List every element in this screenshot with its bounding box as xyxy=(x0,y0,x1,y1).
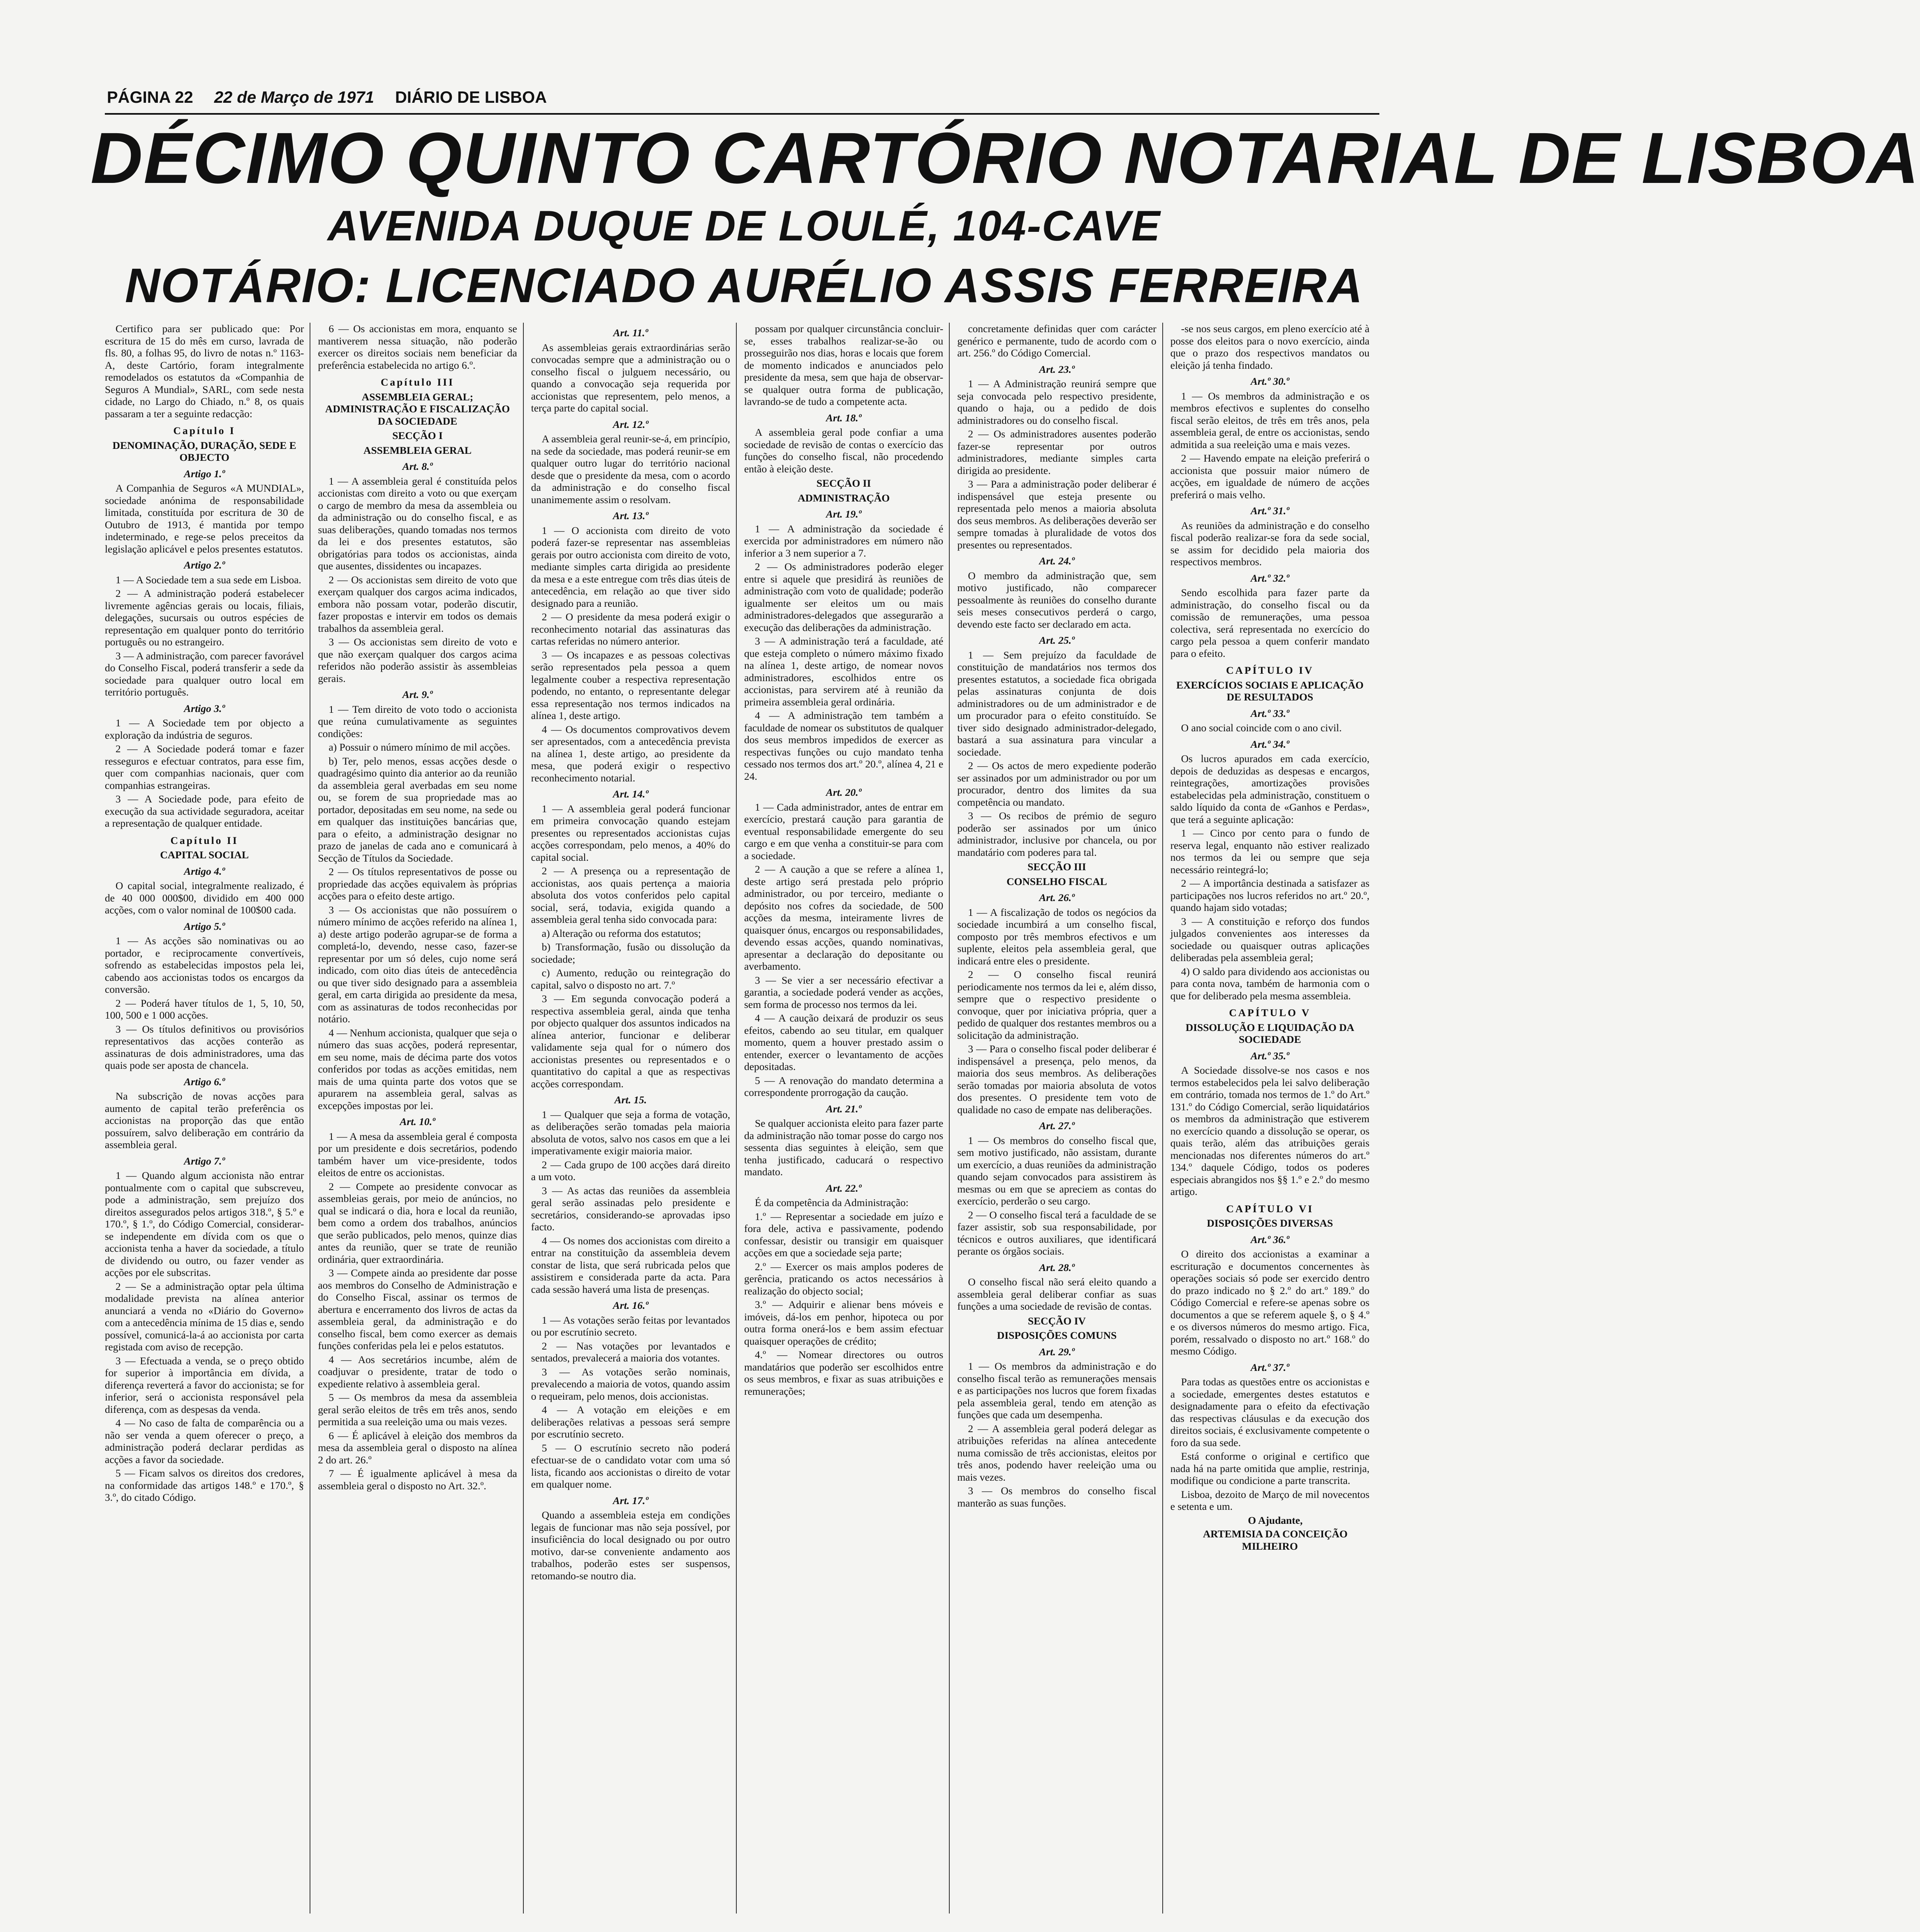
article-heading: Artigo 1.º xyxy=(184,467,225,480)
paragraph: 5 — A renovação do mandato determina a correspondente prorrogação da caução. xyxy=(744,1074,944,1098)
paragraph: 4 — Nenhum accionista, qualquer que seja o número das suas acções, poderá representar, em seu nome, mais de décima parte dos votos conferidos por todas as acções emitidas, nem mais de uma quinta parte dos votos que se apurarem na assembleia geral, salvas as excepções impostas por lei. xyxy=(318,1026,517,1112)
article-heading: Art.º 30.º xyxy=(1250,375,1289,387)
paragraph: O membro da administração que, sem motivo justificado, não comparecer pessoalmente às reuniões do conselho durante seis meses consecutivos perderá o cargo, devendo este facto ser declarado em acta. xyxy=(957,569,1157,630)
section-heading: SECÇÃO II xyxy=(816,477,871,489)
paragraph: O capital social, integralmente realizado, é de 40 000 000$00, dividido em 400 000 acções, com o valor nominal de 100$00 cada. xyxy=(105,880,304,916)
article-heading: Art.º 31.º xyxy=(1250,505,1289,517)
paragraph: 3 — Os accionistas sem direito de voto e que não exerçam qualquer dos cargos acima referidos não poderão assistir às assembleias gerais. xyxy=(318,636,517,684)
headline-notary: NOTÁRIO: LICENCIADO AURÉLIO ASSIS FERREIRA xyxy=(125,259,1364,313)
article-heading: Art. 17.º xyxy=(613,1494,648,1507)
paragraph: b) Ter, pelo menos, essas acções desde o quadragésimo quinto dia anterior ao da reunião da assembleia geral averbadas em seu nome ou, se forem de sua propriedade mas ao portador, depositadas em seu nome, na sede ou em qualquer das instituições bancárias que, para o efeito, a administração designar no prazo de janelas de cada ano e comunicará à Secção de Títulos da Sociedade. xyxy=(318,755,517,864)
paragraph: 3 — Em segunda convocação poderá a respectiva assembleia geral, ainda que tenha por objecto qualquer dos assuntos indicados na alínea anterior, funcionar e deliberar validamente seja qual for o número dos accionistas presentes ou representados e o quantitativo do capital a que as respectivas acções correspondam. xyxy=(531,993,730,1090)
paragraph: 2 — Os actos de mero expediente poderão ser assinados por um administrador ou por um procurador, dentro dos limites da sua competência ou mandato. xyxy=(957,760,1157,808)
section-heading: SECÇÃO IV xyxy=(1027,1315,1086,1327)
paragraph: Certifico para ser publicado que: Por escritura de 15 do mês em curso, lavrada de fls. 80, a folhas 95, do livro de notas n.º 1163-A, deste Cartório, foram integralmente remodelados os estatutos da «Companhia de Seguros A Mundial», SARL, com sede nesta cidade, no Largo do Chiado, n.º 8, os quais passaram a ter a seguinte redacção: xyxy=(105,323,304,420)
paragraph: 5 — Os membros da mesa da assembleia geral serão eleitos de três em três anos, sendo permitida a sua reeleição uma ou mais vezes. xyxy=(318,1391,517,1428)
signature-line: O Ajudante, xyxy=(1248,1514,1303,1526)
paragraph: 1 — Os membros da administração e os membros efectivos e suplentes do conselho fiscal serão eleitos, de três em três anos, pela assembleia geral, de entre os accionistas, sendo admitida a sua reeleição uma e mais vezes. xyxy=(1170,390,1369,451)
paragraph: Está conforme o original e certifico que nada há na parte omitida que amplie, restrinja, modifique ou condicione a parte transcrita. xyxy=(1170,1450,1369,1486)
paragraph: 1 — A Administração reunirá sempre que seja convocada pelo respectivo presidente, quando o haja, ou a pedido de dois administradores ou do conselho fiscal. xyxy=(957,378,1157,426)
paragraph: 2 — O presidente da mesa poderá exigir o reconhecimento notarial das assinaturas das cartas referidas no número anterior. xyxy=(531,611,730,647)
paragraph: As assembleias gerais extraordinárias serão convocadas sempre que a administração ou o conselho fiscal o julguem necessário, ou quando a convocação seja requerida por accionistas que representem, pelo menos, a terça parte do capital social. xyxy=(531,341,730,414)
article-heading: Art.º 36.º xyxy=(1250,1233,1289,1246)
paragraph: concretamente definidas quer com carácter genérico e permanente, tudo de acordo com o art. 256.º do Código Comercial. xyxy=(957,323,1157,359)
paragraph: 1 — Tem direito de voto todo o accionista que reúna cumulativamente as seguintes condições: xyxy=(318,703,517,740)
text-column xyxy=(957,323,1163,1914)
paragraph: É da competência da Administração: xyxy=(754,1197,909,1209)
article-heading: Art. 14.º xyxy=(613,788,648,800)
paragraph: O conselho fiscal não será eleito quando a assembleia geral deliberar confiar as suas funções a uma sociedade de revisão de contas. xyxy=(957,1276,1157,1312)
article-heading: Art. 28.º xyxy=(1039,1261,1075,1273)
paragraph: O ano social coincide com o ano civil. xyxy=(1181,722,1342,734)
article-heading: Art. 27.º xyxy=(1039,1120,1075,1132)
paragraph: 6 — É aplicável à eleição dos membros da mesa da assembleia geral o disposto na alínea 2 do art. 26.º xyxy=(318,1429,517,1466)
paragraph: 2 — O conselho fiscal reunirá periodicamente nos termos da lei e, além disso, sempre que o respectivo presidente o convoque, quer por iniciativa própria, quer a pedido de qualquer dos restantes membros ou a solicitação da administração. xyxy=(957,968,1157,1041)
paragraph: 2 — Se a administração optar pela última modalidade prevista na alínea anterior anunciará a venda no «Diário do Governo» com a antecedência mínima de 15 dias e, sendo possível, comunicá-la-á ao accionista por carta registada com aviso de recepção. xyxy=(105,1280,304,1353)
paragraph: 1 — A mesa da assembleia geral é composta por um presidente e dois secretários, podendo também haver um vice-presidente, todos eleitos de entre os accionistas. xyxy=(318,1130,517,1179)
text-column xyxy=(105,323,310,1914)
article-heading: Art. 19.º xyxy=(826,508,862,520)
article-heading: Art. 13.º xyxy=(613,510,648,522)
article-heading: Art. 21.º xyxy=(826,1102,862,1115)
text-column xyxy=(1171,323,1375,1914)
paragraph: 2 — Compete ao presidente convocar as assembleias gerais, por meio de anúncios, no qual se indicará o dia, hora e local da reunião, bem como a ordem dos trabalhos, anúncios que serão publicados, pelo menos, quinze dias antes da reunião, quer se trate de reunião ordinária, quer extraordinária. xyxy=(318,1180,517,1265)
paragraph: 2 — Os accionistas sem direito de voto que exerçam qualquer dos cargos acima indicados, embora não possam votar, poderão discutir, fazer propostas e intervir em todos os demais trabalhos da assembleia geral. xyxy=(318,573,517,634)
paragraph: Lisboa, dezoito de Março de mil novecentos e setenta e um. xyxy=(1170,1488,1369,1512)
paragraph: 3 — A constituição e reforço dos fundos julgados convenientes aos interesses da sociedade ou quaisquer outras aplicações deliberadas pela assembleia geral; xyxy=(1170,915,1369,964)
signature-line: ARTEMISIA DA CONCEIÇÃO MILHEIRO xyxy=(1203,1528,1348,1552)
paragraph: 1 — O accionista com direito de voto poderá fazer-se representar nas assembleias gerais por outro accionista com direito de voto, mediante simples carta dirigida ao presidente da mesa e a este entregue com três dias úteis de antecedência, em relação ao que tiver sido designado para a reunião. xyxy=(531,524,730,609)
article-heading: Artigo 6.º xyxy=(184,1075,225,1088)
section-heading: CAPITAL SOCIAL xyxy=(160,849,249,861)
paragraph: Na subscrição de novas acções para aumento de capital terão preferência os accionistas na proporção das que então possuírem, salvo deliberação em contrário da assembleia geral. xyxy=(105,1090,304,1151)
paragraph: O direito dos accionistas a examinar a escrituração e documentos concernentes às operações sociais só pode ser exercido dentro do prazo indicado no § 2.º do art.º 189.º do Código Comercial e refere-se apenas sobre os documentos a que se referem aquele §, o § 4.º e os diversos números do mesmo artigo. Fica, porém, ressalvado o disposto no art.º 168.º do mesmo Código. xyxy=(1170,1248,1369,1357)
paragraph: 1 — Qualquer que seja a forma de votação, as deliberações serão tomadas pela maioria absoluta de votos, salvo nos casos em que a lei imperativamente exigir maioria maior. xyxy=(531,1108,730,1157)
article-heading: Art. 25.º xyxy=(1039,634,1075,646)
paragraph: 1 — Cada administrador, antes de entrar em exercício, prestará caução para garantia de eventual responsabilidade emergente do seu cargo e em que venha a constituir-se para com a sociedade. xyxy=(744,801,944,862)
paragraph: 4 — A caução deixará de produzir os seus efeitos, cabendo ao seu titular, em qualquer momento, quem a houver prestado assim o entender, exercer o levantamento de acções depositadas. xyxy=(744,1012,944,1072)
article-heading: Artigo 2.º xyxy=(184,559,225,571)
chapter-heading: Capítulo I xyxy=(173,425,236,437)
article-heading: Artigo 7.º xyxy=(184,1155,225,1167)
article-heading: Art. 9.º xyxy=(402,689,433,700)
paragraph: 1.º — Representar a sociedade em juízo e fora dele, activa e passivamente, podendo confessar, desistir ou transigir em quaisquer acções em que a sociedade seja parte; xyxy=(744,1210,944,1259)
paragraph: Para todas as questões entre os accionistas e a sociedade, emergentes destes estatutos e designadamente para o efeito da efectivação das respectivas cláusulas e da execução dos direitos sociais, é exclusivamente competente o foro da sua sede. xyxy=(1170,1376,1369,1449)
paragraph: 3 — Os títulos definitivos ou provisórios representativos das acções conterão as assinaturas de dois administradores, uma das quais pode ser aposta de chancela. xyxy=(105,1023,304,1071)
article-heading: Art. 20.º xyxy=(826,786,862,798)
paragraph: 1 — A assembleia geral poderá funcionar em primeira convocação quando estejam presentes ou representados accionistas cujas acções correspondam, pelo menos, a 40% do capital social. xyxy=(531,802,730,863)
paragraph: 2 — Nas votações por levantados e sentados, prevalecerá a maioria dos votantes. xyxy=(531,1340,730,1364)
article-heading: Art.º 32.º xyxy=(1250,572,1289,584)
paragraph: 1 — A administração da sociedade é exercida por administradores em número não inferior a 3 nem superior a 7. xyxy=(744,522,944,559)
paragraph: 3 — Para o conselho fiscal poder deliberar é indispensável a presença, pelo menos, da maioria dos seus membros. As deliberações serão tomadas por maioria absoluta de votos dos presentes. O presidente tem voto de qualidade no caso de empate nas deliberações. xyxy=(957,1043,1157,1116)
paragraph: 1 — Os membros da administração e do conselho fiscal terão as remunerações mensais e as participações nos lucros que forem fixadas pela assembleia geral, tendo em atenção as funções que cada um desempenha. xyxy=(957,1360,1157,1421)
paragraph: a) Possuir o número mínimo de mil acções. xyxy=(328,741,511,753)
paragraph: 3 — As votações serão nominais, prevalecendo a maioria de votos, quando assim o requeiram, pelo menos, dois accionistas. xyxy=(531,1366,730,1402)
paragraph: 4 — No caso de falta de comparência ou a não ser venda a quem oferecer o preço, a administração poderá declarar perdidas as acções a favor da sociedade. xyxy=(105,1417,304,1465)
article-heading: Artigo 3.º xyxy=(184,702,225,714)
paragraph: 3 — A administração, com parecer favorável do Conselho Fiscal, poderá transferir a sede da sociedade para qualquer outro local em território português. xyxy=(105,649,304,698)
paragraph: 3 — As actas das reuniões da assembleia geral serão assinadas pelo presidente e secretários, considerando-se aprovadas ipso facto. xyxy=(531,1184,730,1233)
article-heading: Art. 15. xyxy=(614,1094,647,1106)
paragraph: possam por qualquer circunstância concluir-se, esses trabalhos realizar-se-ão ou prosseguirão nos dias, horas e locais que forem de momento indicados e anunciados pelo presidente da mesa, sem que haja de observar-se qualquer outra forma de publicação, lavrando-se de tudo a competente acta. xyxy=(744,323,944,407)
paragraph: 4 — Os documentos comprovativos devem ser apresentados, com a antecedência prevista na alínea 1, deste artigo, ao presidente da mesa, que poderá exigir o respectivo reconhecimento notarial. xyxy=(531,723,730,784)
article-heading: Artigo 5.º xyxy=(184,920,225,932)
paragraph: 3 — A administração terá a faculdade, até que esteja completo o número máximo fixado na alínea 1, deste artigo, de nomear novos administradores, escolhidos entre os accionistas, para servirem até à reunião da primeira assembleia geral ordinária. xyxy=(744,635,944,708)
section-heading: EXERCÍCIOS SOCIAIS E APLICAÇÃO DE RESULTADOS xyxy=(1176,679,1364,703)
paragraph: A Sociedade dissolve-se nos casos e nos termos estabelecidos pela lei salvo deliberação em contrário, tomada nos termos de 1.º do Art.º 131.º do Código Comercial, serão liquidatários os membros da administração que estiverem no exercício quando a dissolução se operar, os quais terão, além das atribuições gerais mencionadas nos diferentes números do art.º 134.º daquele Código, todos os poderes especiais abrangidos nos §§ 1.º e 2.º do mesmo artigo. xyxy=(1170,1064,1369,1197)
paragraph: 4) O saldo para dividendo aos accionistas ou para conta nova, também de harmonia com o que for deliberado pela mesma assembleia. xyxy=(1170,965,1369,1002)
paragraph: 3 — Se vier a ser necessário efectivar a garantia, a sociedade poderá vender as acções, sem forma de processo nos termos da lei. xyxy=(744,974,944,1010)
paragraph: 1 — Os membros do conselho fiscal que, sem motivo justificado, não assistam, durante um exercício, a duas reuniões da administração quando sejam convocados para assistirem às mesmas ou em que se apreciem as contas do exercício, perderão o seu cargo. xyxy=(957,1134,1157,1207)
paragraph: 1 — A fiscalização de todos os negócios da sociedade incumbirá a um conselho fiscal, composto por três membros efectivos e um suplente, eleitos pela assembleia geral, que indicará entre eles o presidente. xyxy=(957,906,1157,967)
section-heading: ASSEMBLEIA GERAL xyxy=(363,444,472,456)
paragraph: 2 — Poderá haver títulos de 1, 5, 10, 50, 100, 500 e 1 000 acções. xyxy=(105,997,304,1021)
section-heading: SECÇÃO III xyxy=(1027,861,1086,873)
paragraph: 1 — A Sociedade tem por objecto a exploração da indústria de seguros. xyxy=(105,717,304,741)
paragraph: 2 — O conselho fiscal terá a faculdade de se fazer assistir, sob sua responsabilidade, por técnicos e outros auxiliares, que identificará perante os órgãos sociais. xyxy=(957,1209,1157,1257)
paragraph: 2 — Os títulos representativos de posse ou propriedade das acções equivalem às próprias acções para o efeito deste artigo. xyxy=(318,866,517,902)
chapter-heading: Capítulo III xyxy=(380,376,455,388)
article-heading: Art. 29.º xyxy=(1039,1345,1075,1358)
article-heading: Artigo 4.º xyxy=(184,865,225,877)
article-heading: Art. 22.º xyxy=(826,1182,862,1194)
paragraph: 4 — A administração tem também a faculdade de nomear os substitutos de qualquer dos seus membros impedidos de exercer as respectivas funções ou cujo mandato tenha cessado nos termos dos art.º 20.º, alínea 4, 21 e 24. xyxy=(744,709,944,782)
paragraph: 1 — As acções são nominativas ou ao portador, e reciprocamente convertíveis, sofrendo as estabelecidas impostos pela lei, cabendo aos accionistas todos os encargos da conversão. xyxy=(105,935,304,995)
paragraph: 1 — Cinco por cento para o fundo de reserva legal, enquanto não estiver realizado nos termos da lei ou sempre que seja necessário reintegrá-lo; xyxy=(1170,827,1369,876)
article-heading: Art. 11.º xyxy=(613,327,648,339)
paragraph: 5 — O escrutínio secreto não poderá efectuar-se de o candidato votar com uma só lista, ficando aos accionistas o direito de votar em qualquer nome. xyxy=(531,1442,730,1490)
paragraph: 1 — A assembleia geral é constituída pelos accionistas com direito a voto ou que exerçam o cargo de membro da mesa da assembleia ou da administração ou do conselho fiscal, e as suas deliberações, quando tomadas nos termos da lei e dos presentes estatutos, são obrigatórias para todos os accionistas, ainda que ausentes, dissidentes ou incapazes. xyxy=(318,475,517,572)
paragraph: 4.º — Nomear directores ou outros mandatários que poderão ser escolhidos entre os seus membros, e fixar as suas atribuições e remunerações; xyxy=(744,1349,944,1397)
page-number: PÁGINA 22 xyxy=(107,88,193,106)
paragraph: 1 — Sem prejuízo da faculdade de constituição de mandatários nos termos dos presentes estatutos, a sociedade fica obrigada pelas assinaturas conjunta de dois administradores ou de um administrador e de um procurador para o efeito constituído. Se tiver sido designado administrador-delegado, bastará a sua assinatura para vincular a sociedade. xyxy=(957,649,1157,758)
article-heading: Art. 23.º xyxy=(1039,363,1075,375)
paragraph: -se nos seus cargos, em pleno exercício até à posse dos eleitos para o novo exercício, ainda que o prazo dos respectivos mandatos ou eleição já tenha findado. xyxy=(1170,323,1369,371)
paragraph: 2 — Havendo empate na eleição preferirá o accionista que possuir maior número de acções, em igualdade de número de acções preferirá o mais velho. xyxy=(1170,452,1369,501)
paragraph: A assembleia geral pode confiar a uma sociedade de revisão de contas o exercício das funções do conselho fiscal, não procedendo então à eleição deste. xyxy=(744,426,944,475)
paragraph: 2 — A assembleia geral poderá delegar as atribuições referidas na alínea antecedente numa comissão de três accionistas, eleitos por três anos, podendo haver reeleição uma ou mais vezes. xyxy=(957,1422,1157,1483)
chapter-heading: CAPÍTULO V xyxy=(1229,1007,1311,1019)
paragraph: Os lucros apurados em cada exercício, depois de deduzidas as despesas e encargos, reintegrações, amortizações provisões estabelecidas pela administração, constituem o saldo líquido da conta de «Ganhos e Perdas», que terá a seguinte aplicação: xyxy=(1170,753,1369,825)
paragraph: 4 — Aos secretários incumbe, além de coadjuvar o presidente, tratar de todo o expediente relativo à assembleia geral. xyxy=(318,1353,517,1390)
paragraph: 3 — Os membros do conselho fiscal manterão as suas funções. xyxy=(957,1485,1157,1509)
chapter-heading: CAPÍTULO VI xyxy=(1226,1202,1314,1215)
paragraph: 2.º — Exercer os mais amplos poderes de gerência, praticando os actos necessários à realização do objecto social; xyxy=(744,1260,944,1297)
section-heading: DISPOSIÇÕES COMUNS xyxy=(997,1329,1117,1341)
paragraph: 3 — Efectuada a venda, se o preço obtido for superior à importância em dívida, a diferença reverterá a favor do accionista; se for inferior, será o accionista responsável pela diferença, com as despesas da venda. xyxy=(105,1354,304,1415)
paragraph: 1 — A Sociedade tem a sua sede em Lisboa. xyxy=(116,573,301,586)
chapter-heading: Capítulo II xyxy=(170,834,238,846)
paragraph: 1 — As votações serão feitas por levantados ou por escrutínio secreto. xyxy=(531,1314,730,1338)
section-heading: SECÇÃO I xyxy=(392,430,443,441)
article-heading: Art. 10.º xyxy=(400,1116,435,1128)
article-heading: Art.º 35.º xyxy=(1250,1049,1289,1062)
chapter-heading: CAPÍTULO IV xyxy=(1226,664,1314,676)
paragraph: 2 — Os administradores ausentes poderão fazer-se representar por outros administradores, mediante simples carta dirigida ao presidente. xyxy=(957,428,1157,476)
paragraph: 2 — Cada grupo de 100 acções dará direito a um voto. xyxy=(531,1158,730,1183)
paragraph: 3 — Compete ainda ao presidente dar posse aos membros do Conselho de Administração e do Conselho Fiscal, assinar os termos de abertura e encerramento dos livros de actas da assembleia geral, da administração e do conselho fiscal, bem como exercer as demais funções conferidas pela lei e pelos estatutos. xyxy=(318,1267,517,1352)
paragraph: 7 — É igualmente aplicável à mesa da assembleia geral o disposto no Art. 32.º. xyxy=(318,1467,517,1492)
running-header xyxy=(107,88,1299,113)
headline-address: AVENIDA DUQUE DE LOULÉ, 104-CAVE xyxy=(327,202,1161,250)
text-column xyxy=(318,323,523,1914)
paragraph: Sendo escolhida para fazer parte da administração, do conselho fiscal ou da comissão de remunerações, uma pessoa colectiva, será representada no exercício do cargo pela pessoa a quem conferir mandato para o efeito. xyxy=(1170,587,1369,659)
section-heading: ADMINISTRAÇÃO xyxy=(798,492,890,504)
section-heading: DISSOLUÇÃO E LIQUIDAÇÃO DA SOCIEDADE xyxy=(1185,1021,1354,1045)
paragraph: 2 — A Sociedade poderá tomar e fazer resseguros e efectuar contratos, para esse fim, quer com companhias nacionais, quer com companhias estrangeiras. xyxy=(105,743,304,791)
paragraph: 3 — A Sociedade pode, para efeito de execução da sua actividade seguradora, aceitar a representação de qualquer entidade. xyxy=(105,793,304,829)
paragraph: 2 — Os administradores poderão eleger entre si aquele que presidirá às reuniões de administração com voto de qualidade; poderão igualmente ser eleitos um ou mais administradores-delegados que assegurarão a execução das deliberações da administração. xyxy=(744,561,944,633)
paragraph: 1 — Quando algum accionista não entrar pontualmente com o capital que subscreveu, pode a administração, sem prejuízo dos direitos assegurados pelos artigos 318.º, § 5.º e 170.º, § 1.º, do Código Comercial, considerar-se independente em dívida com os que o accionista tenha a haver da sociedade, a título de dividendo ou outro, ou fazer vender as acções por ele subscritas. xyxy=(105,1169,304,1278)
article-heading: Art. 24.º xyxy=(1039,555,1075,567)
section-heading: DISPOSIÇÕES DIVERSAS xyxy=(1207,1217,1333,1229)
headline-title: DÉCIMO QUINTO CARTÓRIO NOTARIAL DE LISBOA xyxy=(90,118,1920,199)
paragraph: 2 — A importância destinada a satisfazer as participações nos lucros referidos no art.º 20.º, quando hajam sido votadas; xyxy=(1170,877,1369,913)
paragraph: 3 — Os accionistas que não possuírem o número mínimo de acções referido na alínea 1, a) deste artigo poderão agrupar-se de forma a completá-lo, devendo, nesse caso, fazer-se representar por um só deles, cujo nome será indicado, com oito dias úteis de antecedência ou que tiver sido designado para a assembleia geral, em carta dirigida ao presidente da mesa, com as assinaturas de todos reconhecidas por notário. xyxy=(318,904,517,1025)
newspaper-name: DIÁRIO DE LISBOA xyxy=(395,88,547,106)
article-heading: Art. 26.º xyxy=(1039,892,1075,904)
paragraph: Quando a assembleia esteja em condições legais de funcionar mas não seja possível, por insuficiência do local designado ou por outro motivo, dar-se conveniente andamento aos trabalhos, poderão estes ser suspensos, retomando-se noutro dia. xyxy=(531,1509,730,1582)
paragraph: 2 — A presença ou a representação de accionistas, aos quais pertença a maioria absoluta dos votos conferidos pelo capital social, será, todavia, exigida quando a assembleia geral tenha sido convocada para: xyxy=(531,865,730,925)
paragraph: 3 — Os incapazes e as pessoas colectivas serão representados pela pessoa a quem legalmente couber a respectiva representação podendo, no entanto, o representante delegar essa representação nos termos indicados na alínea 1, deste artigo. xyxy=(531,649,730,721)
paragraph: 3.º — Adquirir e alienar bens móveis e imóveis, dá-los em penhor, hipoteca ou por outra forma onerá-los e bem assim efectuar quaisquer operações de crédito; xyxy=(744,1299,944,1347)
article-heading: Art.º 34.º xyxy=(1250,738,1289,750)
paragraph: 3 — Os recibos de prémio de seguro poderão ser assinados por um único administrador, inclusive por chancela, ou por mandatário com poderes para tal. xyxy=(957,810,1157,858)
header-rule xyxy=(105,113,1379,115)
paragraph: 2 — A administração poderá estabelecer livremente agências gerais ou locais, filiais, delegações, sucursais ou outros espécies de representação em qualquer ponto do território português ou no estrangeiro. xyxy=(105,587,304,648)
paragraph: a) Alteração ou reforma dos estatutos; xyxy=(541,927,701,939)
paragraph: 6 — Os accionistas em mora, enquanto se mantiverem nessa situação, não poderão exercer os direitos sociais nem beneficiar da preferência estabelecida no artigo 6.º. xyxy=(318,323,517,371)
issue-date: 22 de Março de 1971 xyxy=(214,88,374,106)
paragraph: Se qualquer accionista eleito para fazer parte da administração não tomar posse do cargo nos sessenta dias seguintes à eleição, sem que tenha justificado, caducará o respectivo mandato. xyxy=(744,1117,944,1178)
paragraph: A assembleia geral reunir-se-á, em princípio, na sede da sociedade, mas poderá reunir-se em qualquer outro lugar do território nacional desde que o presidente da mesa, com o acordo da administração e do conselho fiscal unanimemente assim o resolvam. xyxy=(531,433,730,506)
paragraph: A Companhia de Seguros «A MUNDIAL», sociedade anónima de responsabilidade limitada, constituída por escritura de 30 de Outubro de 1913, é mantida por tempo indeterminado, e rege-se pelos preceitos da legislação aplicável e pelos presentes estatutos. xyxy=(105,482,304,555)
paragraph: As reuniões da administração e do conselho fiscal poderão realizar-se fora da sede social, se assim for decidido pela maioria dos respectivos membros. xyxy=(1170,519,1369,568)
article-heading: Art.º 33.º xyxy=(1250,707,1289,719)
paragraph: 4 — A votação em eleições e em deliberações relativas a pessoas será sempre por escrutínio secreto. xyxy=(531,1404,730,1440)
text-column xyxy=(744,323,950,1914)
paragraph: b) Transformação, fusão ou dissolução da sociedade; xyxy=(531,941,730,965)
article-heading: Art. 12.º xyxy=(613,418,648,430)
paragraph: 2 — A caução a que se refere a alínea 1, deste artigo será prestada pelo próprio administrador, ou por terceiro, mediante o depósito nos cofres da sociedade, de 500 acções da mesma, inteiramente livres de quaisquer ónus, encargos ou responsabilidades, devendo essas acções, quando nominativas, apresentar a declaração do depositante ou averbamento. xyxy=(744,863,944,972)
article-heading: Art. 16.º xyxy=(613,1299,648,1311)
article-columns xyxy=(105,323,1375,1914)
paragraph: 5 — Ficam salvos os direitos dos credores, na conformidade das artigos 148.º e 170.º, § 3.º, do citado Código. xyxy=(105,1467,304,1503)
article-heading: Art.º 37.º xyxy=(1250,1361,1289,1373)
section-heading: DENOMINAÇÃO, DURAÇÃO, SEDE E OBJECTO xyxy=(112,439,296,463)
paragraph: c) Aumento, redução ou reintegração do capital, salvo o disposto no art. 7.º xyxy=(531,967,730,991)
section-heading: ASSEMBLEIA GERAL; ADMINISTRAÇÃO E FISCALIZAÇÃO DA SOCIEDADE xyxy=(325,391,510,427)
article-heading: Art. 8.º xyxy=(402,460,433,472)
text-column xyxy=(531,323,737,1914)
section-heading: CONSELHO FISCAL xyxy=(1006,875,1107,887)
paragraph: 3 — Para a administração poder deliberar é indispensável que esteja presente ou representada pelo menos a maioria absoluta dos seus membros. As deliberações deverão ser sempre tomadas à pluralidade de votos dos presentes ou representados. xyxy=(957,478,1157,551)
article-heading: Art. 18.º xyxy=(826,411,862,424)
paragraph: 4 — Os nomes dos accionistas com direito a entrar na constituição da assembleia devem constar de lista, que será rubricada pelos que assistirem e considerada parte da acta. Para cada sessão haverá uma lista de presenças. xyxy=(531,1234,730,1295)
